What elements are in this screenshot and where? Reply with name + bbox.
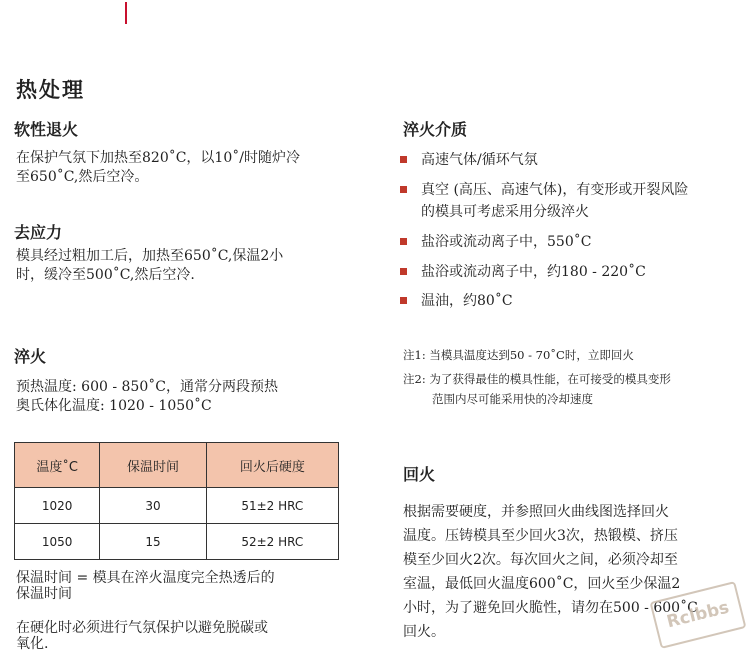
tempering-line: 室温，最低回火温度600˚C，回火至少保温2: [403, 576, 681, 592]
bullet-square-icon: [400, 238, 407, 245]
stress-relief-heading: 去应力: [14, 223, 63, 242]
soak-note-line: 保温时间 = 模具在淬火温度完全热透后的: [16, 570, 275, 586]
table-cell: 1020: [15, 488, 100, 524]
hardening-heading: 淬火: [14, 347, 47, 366]
hardening-text: [16, 378, 278, 416]
table-header-hardness: 回火后硬度: [206, 443, 338, 488]
quench-media-heading: 淬火介质: [403, 120, 468, 139]
quench-media-list: [400, 150, 740, 320]
watermark-stamp: Rclbbs: [650, 581, 747, 649]
stress-relief-line: 模具经过粗加工后，加热至650˚C,保温2小: [16, 248, 284, 264]
table-cell: 30: [100, 488, 206, 524]
tempering-line: 模至少回火2次。每次回火之间，必须冷却至: [403, 552, 678, 568]
bullet-square-icon: [400, 297, 407, 304]
table-header-soak-time: 保温时间: [100, 443, 206, 488]
tempering-line: 小时，为了避免回火脆性，请勿在500 - 600˚C: [403, 600, 698, 616]
soak-time-note: [16, 570, 275, 602]
bullet-square-icon: [400, 268, 407, 275]
table-cell: 52±2 HRC: [206, 524, 338, 560]
bullet-square-icon: [400, 156, 407, 163]
soft-anneal-line: 在保护气氛下加热至820˚C，以10˚/时随炉冷: [16, 150, 300, 166]
tempering-line: 回火。: [403, 624, 445, 640]
tempering-line: 根据需要硬度，并参照回火曲线图选择回火: [403, 504, 669, 520]
soak-note-line: 保温时间: [16, 586, 72, 602]
list-item-text: 真空 (高压、高速气体)，有变形或开裂风险 的模具可考虑采用分级淬火: [421, 182, 689, 220]
bullet-square-icon: [400, 186, 407, 193]
stress-relief-text: [16, 247, 283, 285]
list-item-text: 高速气体/循环气氛: [421, 152, 538, 168]
table-cell: 15: [100, 524, 206, 560]
red-marker: [125, 2, 127, 24]
list-item-text: 温油，约80˚C: [421, 293, 513, 309]
page-title: 热处理: [16, 78, 85, 102]
table-row: [15, 488, 339, 524]
quench-note-1: 注1: 当模具温度达到50 - 70˚C时，立即回火: [403, 348, 634, 362]
stress-relief-line: 时，缓冷至500˚C,然后空冷.: [16, 267, 195, 283]
atmosphere-note-line: 氧化.: [16, 636, 49, 652]
list-item-text: 盐浴或流动离子中，550˚C: [421, 234, 592, 250]
soft-anneal-heading: 软性退火: [14, 120, 79, 139]
quench-note-2: 注2: 为了获得最佳的模具性能，在可接受的模具变形 范围内尽可能采用快的冷却速度: [403, 372, 671, 406]
list-item-text: 盐浴或流动离子中，约180 - 220˚C: [421, 264, 646, 280]
tempering-line: 温度。压铸模具至少回火3次，热锻模、挤压: [403, 528, 678, 544]
table-row: [15, 524, 339, 560]
soft-anneal-text: [16, 149, 300, 187]
hardening-line: 奥氏体化温度: 1020 - 1050˚C: [16, 398, 212, 414]
table-cell: 1050: [15, 524, 100, 560]
atmosphere-note: [16, 620, 268, 652]
atmosphere-note-line: 在硬化时必须进行气氛保护以避免脱碳或: [16, 620, 268, 636]
hardening-line: 预热温度: 600 - 850˚C，通常分两段预热: [16, 379, 278, 395]
table-header-temperature: 温度˚C: [15, 443, 100, 488]
hardening-table: [14, 442, 339, 560]
soft-anneal-line: 至650˚C,然后空冷。: [16, 169, 149, 185]
table-cell: 51±2 HRC: [206, 488, 338, 524]
table-header-row: [15, 443, 339, 488]
tempering-heading: 回火: [403, 465, 436, 484]
